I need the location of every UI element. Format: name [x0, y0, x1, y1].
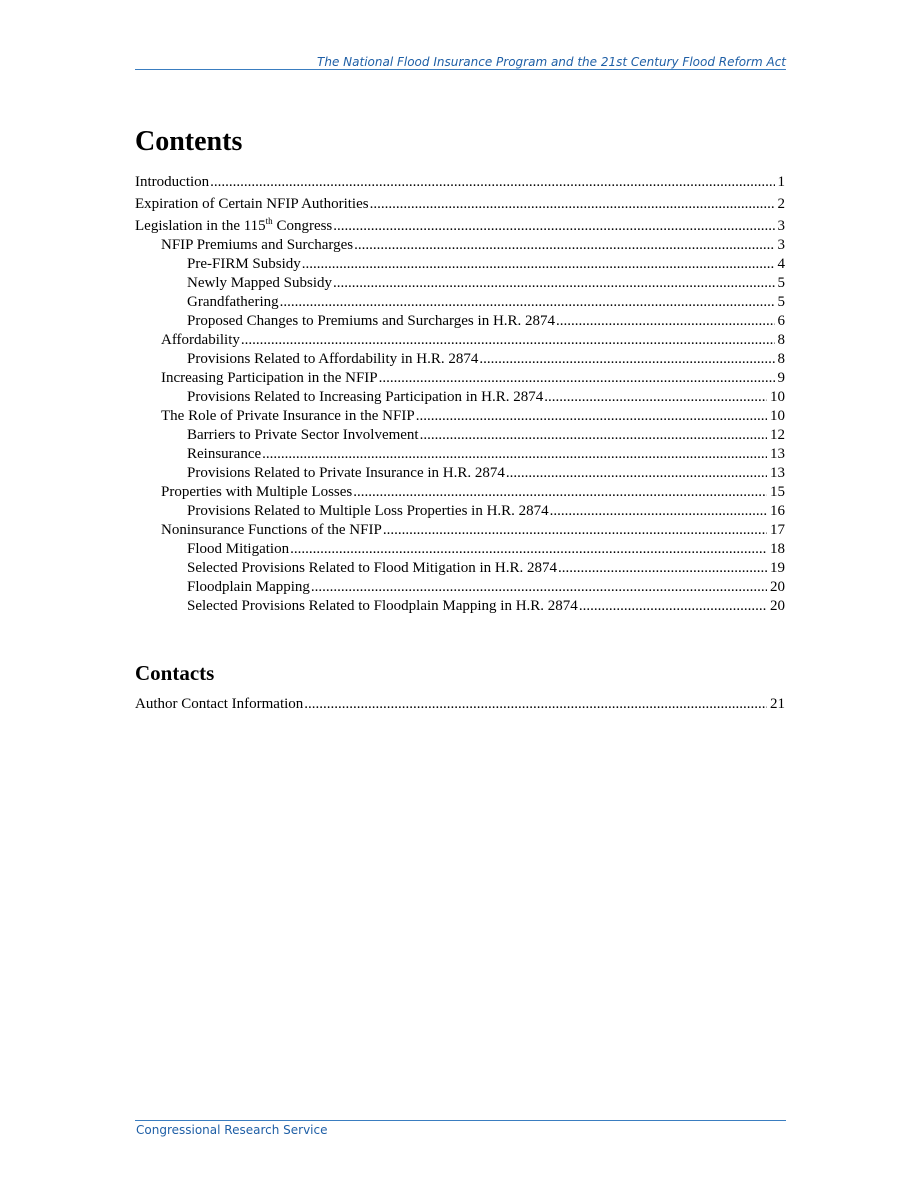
toc-entry[interactable] — [135, 350, 785, 369]
toc-entry[interactable] — [135, 695, 785, 714]
toc-entry-label: Noninsurance Functions of the NFIP — [161, 522, 382, 538]
toc-entry-page-number: 1 — [777, 174, 785, 190]
footer-divider — [135, 1120, 786, 1121]
toc-entry-label: Provisions Related to Private Insurance in H.R. 2874 — [187, 465, 505, 481]
dot-leader — [304, 695, 767, 714]
toc-entry[interactable] — [135, 195, 785, 214]
toc-entry-label: Proposed Changes to Premiums and Surcharges in H.R. 2874 — [187, 313, 556, 329]
toc-entry-label: Provisions Related to Affordability in H.R. 2874 — [187, 351, 479, 367]
toc-entry-label: Reinsurance — [187, 446, 262, 462]
toc-entry-page-number: 5 — [777, 294, 785, 310]
toc-entry-page-number: 19 — [770, 560, 785, 576]
dot-leader — [550, 502, 767, 521]
dot-leader — [333, 274, 775, 293]
dot-leader — [420, 426, 767, 445]
toc-entry-label — [135, 217, 332, 236]
toc-entry[interactable] — [135, 331, 785, 350]
toc-entry[interactable] — [135, 540, 785, 559]
toc-entry[interactable] — [135, 559, 785, 578]
toc-entry-label-text: Legislation in the 115 — [135, 218, 266, 234]
contacts-list — [135, 695, 785, 714]
toc-entry-page-number: 17 — [770, 522, 785, 538]
dot-leader — [558, 559, 767, 578]
dot-leader — [280, 293, 775, 312]
footer-publisher: Congressional Research Service — [136, 1123, 328, 1137]
dot-leader — [579, 597, 767, 616]
toc-entry-label: Properties with Multiple Losses — [161, 484, 353, 500]
contents-heading: Contents — [135, 126, 243, 157]
toc-entry[interactable] — [135, 236, 785, 255]
toc-entry-label-text: Congress — [272, 218, 333, 234]
toc-entry[interactable] — [135, 274, 785, 293]
dot-leader — [379, 369, 775, 388]
toc-entry[interactable] — [135, 217, 785, 236]
toc-entry-label: Provisions Related to Increasing Participation in H.R. 2874 — [187, 389, 544, 405]
dot-leader — [383, 521, 767, 540]
dot-leader — [370, 195, 775, 214]
toc-entry-page-number: 10 — [770, 389, 785, 405]
toc-entry[interactable] — [135, 445, 785, 464]
toc-entry-label: Selected Provisions Related to Floodplain Mapping in H.R. 2874 — [187, 598, 578, 614]
dot-leader — [241, 331, 775, 350]
toc-entry-page-number: 10 — [770, 408, 785, 424]
dot-leader — [354, 236, 774, 255]
toc-entry-label: The Role of Private Insurance in the NFIP — [161, 408, 415, 424]
toc-entry-page-number: 6 — [777, 313, 785, 329]
dot-leader — [353, 483, 767, 502]
toc-entry-page-number: 12 — [770, 427, 785, 443]
toc-entry-label: Floodplain Mapping — [187, 579, 310, 595]
toc-entry-label: Newly Mapped Subsidy — [187, 275, 332, 291]
toc-entry-label: Flood Mitigation — [187, 541, 290, 557]
dot-leader — [333, 217, 774, 236]
toc-entry[interactable] — [135, 407, 785, 426]
dot-leader — [302, 255, 775, 274]
toc-entry-label: Selected Provisions Related to Flood Mitigation in H.R. 2874 — [187, 560, 557, 576]
toc-entry-page-number: 16 — [770, 503, 785, 519]
toc-entry-label: Increasing Participation in the NFIP — [161, 370, 378, 386]
toc-entry[interactable] — [135, 597, 785, 616]
toc-entry-label: Author Contact Information — [135, 696, 304, 712]
toc-entry-label: NFIP Premiums and Surcharges — [161, 237, 354, 253]
toc-entry-page-number: 9 — [777, 370, 785, 386]
toc-entry-label: Expiration of Certain NFIP Authorities — [135, 196, 369, 212]
dot-leader — [210, 173, 774, 192]
toc-entry-page-number: 18 — [770, 541, 785, 557]
toc-entry[interactable] — [135, 578, 785, 597]
toc-entry-page-number: 21 — [770, 696, 785, 712]
toc-entry[interactable] — [135, 255, 785, 274]
toc-entry[interactable] — [135, 483, 785, 502]
dot-leader — [262, 445, 767, 464]
table-of-contents — [135, 173, 785, 616]
toc-entry-page-number: 8 — [777, 351, 785, 367]
toc-entry-page-number: 20 — [770, 598, 785, 614]
dot-leader — [311, 578, 767, 597]
toc-entry-label: Affordability — [161, 332, 240, 348]
dot-leader — [556, 312, 774, 331]
contacts-heading: Contacts — [135, 661, 215, 685]
toc-entry-page-number: 13 — [770, 446, 785, 462]
dot-leader — [290, 540, 767, 559]
toc-entry-page-number: 5 — [777, 275, 785, 291]
toc-entry-page-number: 15 — [770, 484, 785, 500]
toc-entry-page-number: 3 — [777, 237, 785, 253]
toc-entry[interactable] — [135, 521, 785, 540]
toc-entry-page-number: 13 — [770, 465, 785, 481]
running-header-title: The National Flood Insurance Program and the 21st Century Flood Reform Act — [317, 55, 786, 69]
toc-entry[interactable] — [135, 293, 785, 312]
toc-entry-label: Pre-FIRM Subsidy — [187, 256, 301, 272]
dot-leader — [479, 350, 774, 369]
dot-leader — [506, 464, 767, 483]
toc-entry-page-number: 8 — [777, 332, 785, 348]
toc-entry-page-number: 3 — [777, 218, 785, 234]
toc-entry[interactable] — [135, 173, 785, 192]
toc-entry[interactable] — [135, 502, 785, 521]
toc-entry-label: Provisions Related to Multiple Loss Properties in H.R. 2874 — [187, 503, 549, 519]
dot-leader — [416, 407, 767, 426]
toc-entry[interactable] — [135, 312, 785, 331]
header-divider — [135, 69, 786, 70]
toc-entry-label-superscript: th — [265, 216, 273, 226]
toc-entry-label: Introduction — [135, 174, 210, 190]
dot-leader — [544, 388, 767, 407]
toc-entry-page-number: 4 — [777, 256, 785, 272]
toc-entry-page-number: 20 — [770, 579, 785, 595]
toc-entry[interactable] — [135, 388, 785, 407]
toc-entry-page-number: 2 — [777, 196, 785, 212]
toc-entry[interactable] — [135, 426, 785, 445]
toc-entry-label: Grandfathering — [187, 294, 279, 310]
toc-entry[interactable] — [135, 369, 785, 388]
toc-entry[interactable] — [135, 464, 785, 483]
toc-entry-label: Barriers to Private Sector Involvement — [187, 427, 419, 443]
